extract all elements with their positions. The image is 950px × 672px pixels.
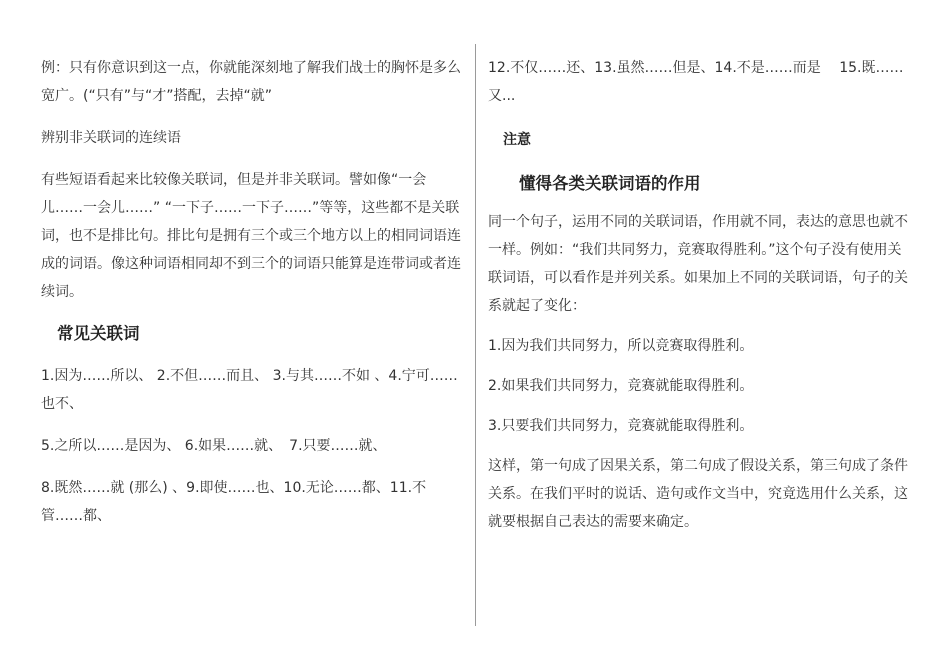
example-sentence: 1.因为我们共同努力，所以竞赛取得胜利。 bbox=[488, 338, 754, 354]
left-column bbox=[41, 54, 465, 530]
common-conjunctions-heading: 常见关联词 bbox=[57, 324, 140, 343]
example-paragraph: 例：只有你意识到这一点，你就能深刻地了解我们战士的胸怀是多么宽广。(“只有”与“才”搭配，去掉“就” bbox=[41, 60, 461, 104]
conclusion-paragraph: 这样，第一句成了因果关系，第二句成了假设关系，第三句成了条件关系。在我们平时的说话、造句或作文当中，究竟选用什么关系，这就要根据自己表达的需要来确定。 bbox=[488, 458, 908, 530]
conjunction-list-line: 5.之所以……是因为、 6.如果……就、 7.只要……就、 bbox=[41, 438, 387, 454]
conjunction-list-line: 8.既然……就 (那么) 、9.即使……也、10.无论……都、11.不管……都、 bbox=[41, 480, 427, 524]
right-column bbox=[488, 54, 912, 536]
intro-paragraph: 同一个句子，运用不同的关联词语，作用就不同，表达的意思也就不一样。例如：“我们共同努力，竞赛取得胜利。”这个句子没有使用关联词语，可以看作是并列关系。如果加上不同的关联词语，句子的关系就起了变化： bbox=[488, 214, 908, 314]
conjunction-list-continued: 12.不仅……还、13.虽然……但是、14.不是……而是 15.既……又... bbox=[488, 60, 904, 104]
distinguish-paragraph: 有些短语看起来比较像关联词，但是并非关联词。譬如像“一会儿……一会儿……” “一下子……一下子……”等等，这些都不是关联词，也不是排比句。排比句是拥有三个或三个地方以上的相同词语连成的词语。像这种词语相同却不到三个的词语只能算是连带词或者连续词。 bbox=[41, 172, 461, 300]
note-heading: 注意 bbox=[503, 132, 531, 148]
example-sentence: 2.如果我们共同努力，竞赛就能取得胜利。 bbox=[488, 378, 754, 394]
column-divider bbox=[475, 44, 476, 626]
example-sentence: 3.只要我们共同努力，竞赛就能取得胜利。 bbox=[488, 418, 754, 434]
distinguish-heading: 辨别非关联词的连续语 bbox=[41, 130, 181, 146]
role-heading: 懂得各类关联词语的作用 bbox=[519, 174, 701, 193]
conjunction-list-line: 1.因为……所以、 2.不但……而且、 3.与其……不如 、4.宁可……也不、 bbox=[41, 368, 458, 412]
